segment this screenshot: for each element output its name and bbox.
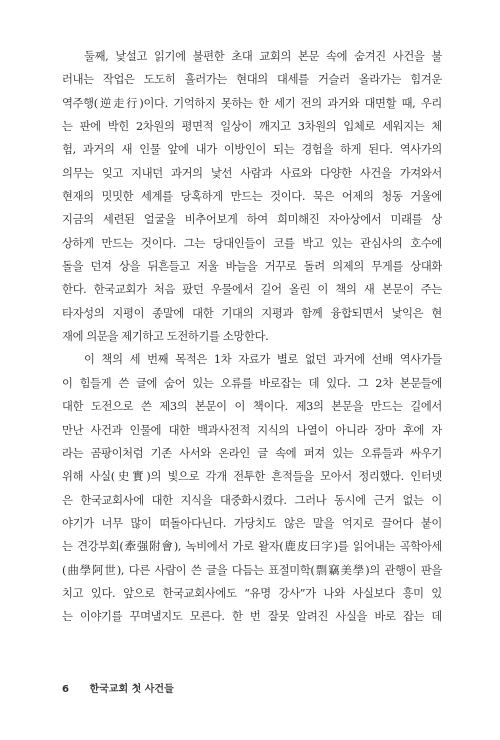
text-line: 한다. 한국교회가 처음 팠던 우물에서 길어 올린 이 책의 새 본문이 주는 <box>62 283 442 297</box>
text-line: 만난 사건과 인물에 대한 백과사전적 지식의 나열이 아니라 장마 후에 자 <box>62 423 442 437</box>
text-line: 는 견강부회(牽强附會), 녹비에서 가로 왈자(鹿皮曰字)를 읽어내는 곡학아세 <box>62 540 442 554</box>
text-line: 위해 사실(史實)의 빛으로 각개 전투한 흔적들을 모아서 정리했다. 인터넷 <box>62 470 442 484</box>
text-line: 은 한국교회사에 대한 지식을 대중화시켰다. 그러나 동시에 근거 없는 이 <box>62 493 442 507</box>
page-footer <box>62 680 174 695</box>
text-line: 야기가 너무 많이 떠돌아다닌다. 가당치도 않은 말을 억지로 끌어다 붙이 <box>62 516 442 530</box>
text-line: 타자성의 지평이 종말에 대한 기대의 지평과 함께 융합되면서 낯익은 현 <box>62 306 442 320</box>
running-title: 한국교회 첫 사건들 <box>89 684 174 695</box>
body-text <box>62 45 442 629</box>
text-line: 험, 과거의 새 인물 앞에 내가 이방인이 되는 경험을 하게 된다. 역사가의 <box>62 143 442 157</box>
text-line: 라는 곰팡이처럼 기존 사서와 온라인 글 속에 퍼져 있는 오류들과 싸우기 <box>62 446 442 460</box>
text-line: 이 책의 세 번째 목적은 1차 자료가 별로 없던 과거에 선배 역사가들 <box>84 353 442 367</box>
text-line: 돌을 던져 상을 뒤흔들고 저울 바늘을 거꾸로 돌려 의제의 무게를 상대화 <box>62 260 442 274</box>
text-line: 역주행(逆走行)이다. 기억하지 못하는 한 세기 전의 과거와 대면할 때, 우리 <box>62 96 442 110</box>
text-line: 의무는 잊고 지내던 과거의 낯선 사람과 사료와 다양한 사건을 가져와서 <box>62 166 442 180</box>
text-line: 재에 의문을 제기하고 도전하기를 소망한다. <box>62 330 269 344</box>
text-line: 는 판에 박힌 2차원의 평면적 일상이 깨지고 3차원의 입체로 세워지는 체 <box>62 120 442 134</box>
text-line: 대한 도전으로 쓴 제3의 본문이 이 책이다. 제3의 본문을 만드는 길에서 <box>62 400 442 414</box>
text-line: (曲學阿世), 다른 사람이 쓴 글을 다듬는 표절미학(剽竊美學)의 관행이 판을 <box>62 563 442 577</box>
text-line: 지금의 세련된 얼굴을 비추어보게 하여 희미해진 자아상에서 미래를 상 <box>62 213 442 227</box>
text-line: 는 이야기를 꾸며낼지도 모른다. 한 번 잘못 알려진 사실을 바로 잡는 데 <box>62 610 442 624</box>
page-number: 6 <box>62 684 69 695</box>
text-line: 현재의 밋밋한 세계를 당혹하게 만드는 것이다. 묵은 어제의 청동 거울에 <box>62 190 442 204</box>
text-line: 상하게 만드는 것이다. 그는 당대인들이 코를 박고 있는 관심사의 호수에 <box>62 236 442 250</box>
text-line: 둘째, 낯설고 읽기에 불편한 초대 교회의 본문 속에 숨겨진 사건을 불 <box>84 50 442 63</box>
text-line: 치고 있다. 앞으로 한국교회사에도 “유명 강사”가 나와 사실보다 흥미 있 <box>62 586 442 600</box>
text-line: 이 힘들게 쓴 글에 숨어 있는 오류를 바로잡는 데 있다. 그 2차 본문들에 <box>62 376 442 390</box>
text-line: 러내는 작업은 도도히 흘러가는 현대의 대세를 거슬러 올라가는 힘겨운 <box>62 73 442 87</box>
